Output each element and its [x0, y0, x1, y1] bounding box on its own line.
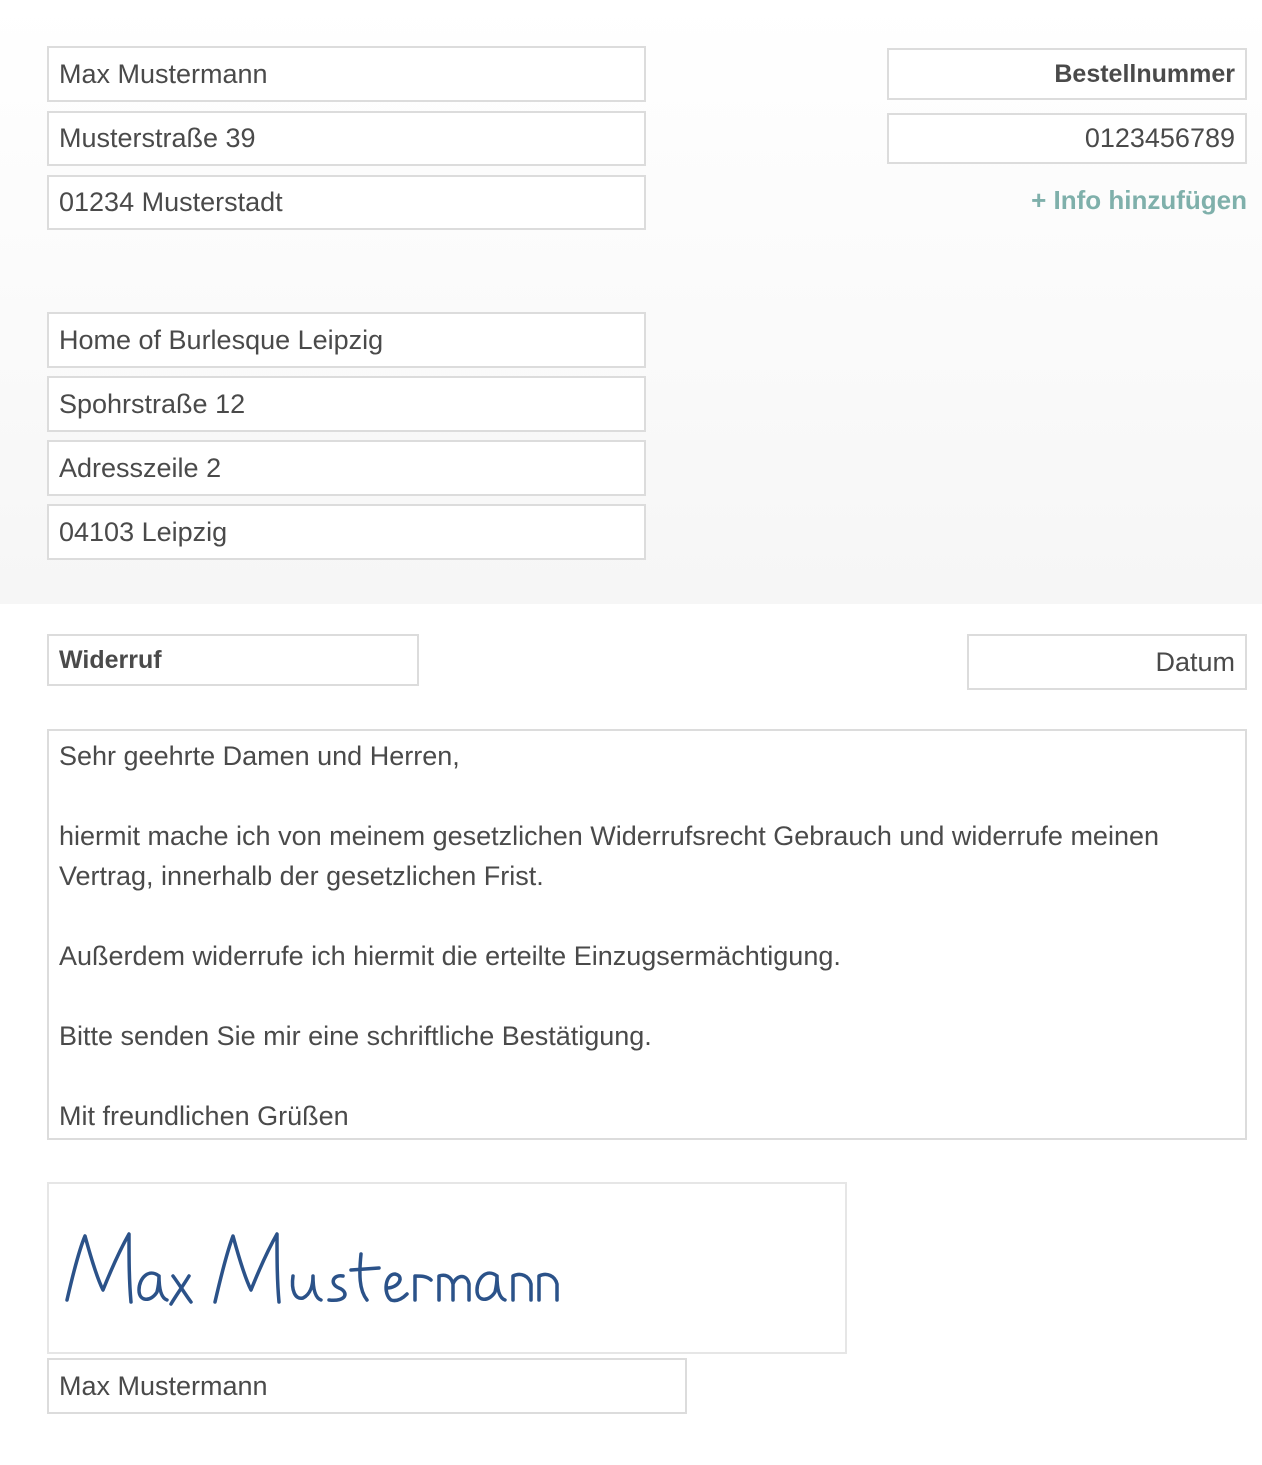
- order-number-field[interactable]: [887, 113, 1247, 164]
- letter-paragraph-1-line-1: hiermit mache ich von meinem gesetzlichen Widerrufsrecht Gebrauch und widerrufe meinen: [59, 821, 1159, 851]
- recipient-city: 04103 Leipzig: [59, 516, 228, 547]
- add-info-link[interactable]: + Info hinzufügen: [1031, 185, 1247, 215]
- handwritten-signature: [49, 1184, 845, 1352]
- printed-name-field[interactable]: [47, 1358, 687, 1414]
- recipient-city-field[interactable]: [47, 504, 646, 560]
- subject-text: Widerruf: [59, 645, 162, 674]
- order-number: 0123456789: [1084, 123, 1235, 153]
- letter-paragraph-2: Außerdem widerrufe ich hiermit die erteilte Einzugsermächtigung.: [59, 941, 841, 971]
- sender-city: 01234 Musterstadt: [59, 187, 283, 217]
- date-field[interactable]: [967, 634, 1247, 690]
- recipient-address-line-2-field[interactable]: [47, 440, 646, 496]
- sender-name-field[interactable]: [47, 46, 646, 102]
- letter-closing: Mit freundlichen Grüßen: [59, 1101, 349, 1131]
- letter-paragraph-1-line-2: Vertrag, innerhalb der gesetzlichen Frist.: [59, 861, 544, 891]
- sender-street-field[interactable]: [47, 111, 646, 166]
- recipient-name: Home of Burlesque Leipzig: [59, 324, 384, 355]
- printed-name: Max Mustermann: [59, 1370, 268, 1401]
- letter-body-textarea[interactable]: [47, 729, 1247, 1140]
- sender-street: Musterstraße 39: [59, 123, 256, 153]
- recipient-name-field[interactable]: [47, 312, 646, 368]
- sender-name: Max Mustermann: [59, 58, 268, 89]
- recipient-street-field[interactable]: [47, 376, 646, 432]
- recipient-address-line-2: Adresszeile 2: [59, 452, 222, 483]
- subject-field[interactable]: [47, 634, 419, 686]
- order-label-field[interactable]: [887, 48, 1247, 100]
- recipient-street: Spohrstraße 12: [59, 388, 246, 419]
- letter-greeting: Sehr geehrte Damen und Herren,: [59, 741, 460, 771]
- sender-city-field[interactable]: [47, 175, 646, 230]
- letter-paragraph-3: Bitte senden Sie mir eine schriftliche Bestätigung.: [59, 1021, 652, 1051]
- signature-pad[interactable]: [47, 1182, 847, 1354]
- order-label: Bestellnummer: [1054, 59, 1235, 88]
- date-placeholder: Datum: [1155, 646, 1235, 677]
